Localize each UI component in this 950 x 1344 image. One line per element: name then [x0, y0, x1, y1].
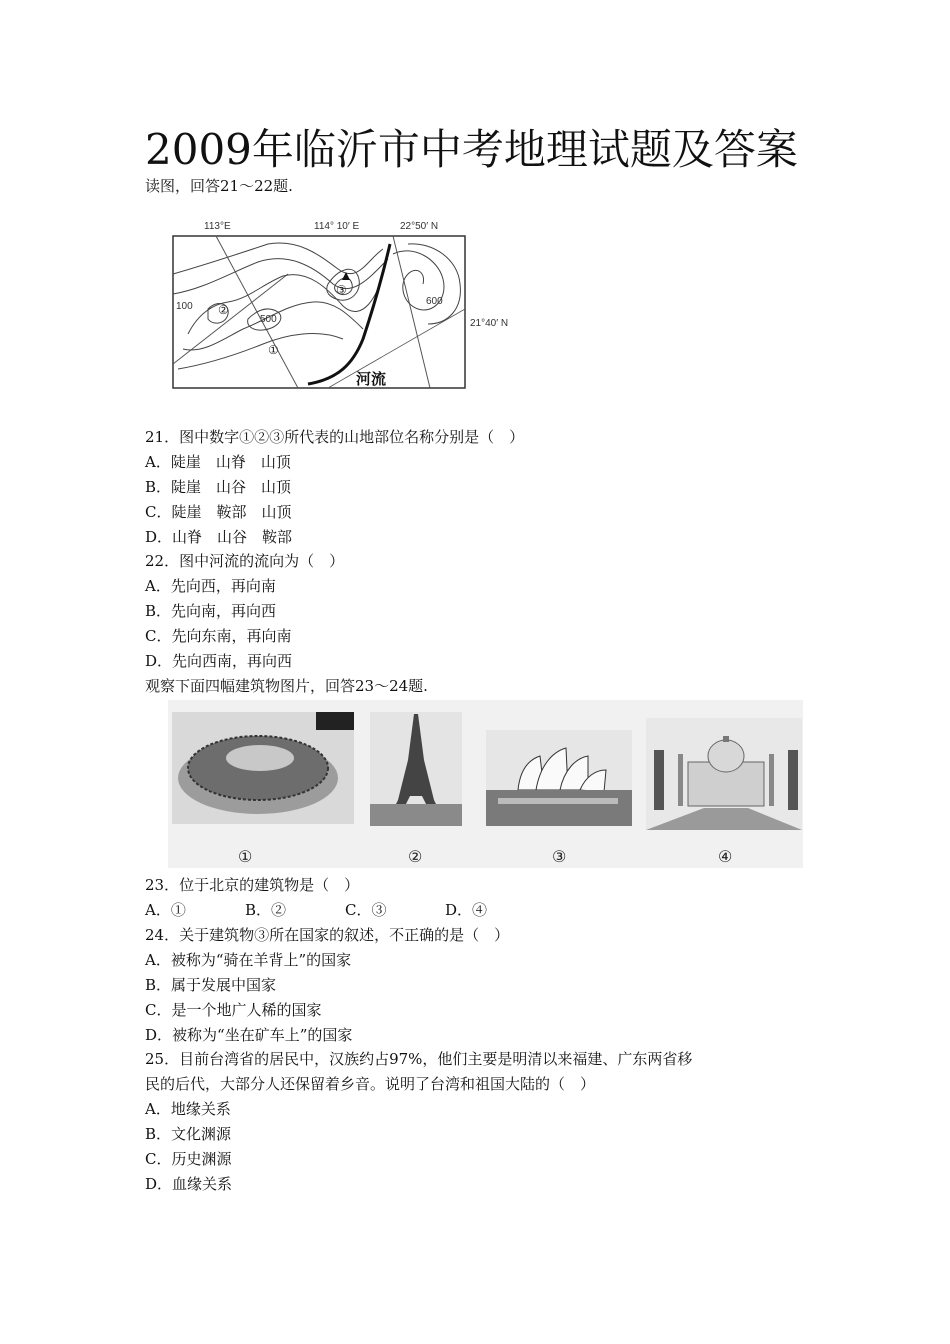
q25-stem-line-2: 民的后代，大部分人还保留着乡音。说明了台湾和祖国大陆的（ ） [145, 1075, 596, 1093]
photo-label-3: ③ [552, 847, 567, 866]
map-lon-label-2: 114° 10′ E [314, 221, 360, 232]
q22-option-b: B．先向南，再向西 [145, 602, 277, 620]
intro-text-1: 读图，回答21～22题. [145, 177, 293, 195]
q22-stem: 22．图中河流的流向为（ ） [145, 552, 345, 570]
q24-option-a: A．被称为“骑在羊背上”的国家 [145, 951, 352, 969]
map-lat-label-1: 22°50′ N [400, 221, 439, 232]
river-line [308, 244, 390, 384]
contour-line [178, 334, 343, 369]
map-marker-3: ③ [336, 283, 347, 297]
q23-options [145, 900, 545, 920]
photo-label-1: ① [238, 847, 253, 866]
q24-option-d: D．被称为“坐在矿车上”的国家 [145, 1026, 353, 1044]
map-marker-2: ② [218, 303, 229, 317]
river-label: 河流 [356, 370, 387, 388]
q25-option-c: C．历史渊源 [145, 1150, 232, 1168]
photo-2-eiffel-tower [370, 712, 462, 826]
q24-option-c: C．是一个地广人稀的国家 [145, 1001, 322, 1019]
q24-option-b: B．属于发展中国家 [145, 976, 277, 994]
q23-stem: 23．位于北京的建筑物是（ ） [145, 876, 360, 894]
q25-option-b: B．文化渊源 [145, 1125, 232, 1143]
photo-1-stadium [172, 712, 354, 824]
intro-text-2: 观察下面四幅建筑物图片，回答23～24题. [145, 677, 428, 695]
photo-label-2: ② [408, 847, 423, 866]
q23-option-c: C．③ [345, 901, 387, 919]
photo-4-taj-mahal [646, 718, 802, 830]
contour-label-600: 600 [426, 296, 443, 307]
map-lat-label-2: 21°40′ N [470, 318, 509, 329]
q22-option-c: C．先向东南，再向南 [145, 627, 292, 645]
photo-label-4: ④ [718, 847, 733, 866]
q25-option-d: D．血缘关系 [145, 1175, 233, 1193]
q25-stem-line-1: 25．目前台湾省的居民中，汉族约占97%，他们主要是明清以来福建、广东两省移 [145, 1050, 693, 1068]
q21-option-b: B．陡崖 山谷 山顶 [145, 478, 292, 496]
photo-3-opera-house [486, 730, 632, 826]
contour-label-500: 500 [260, 314, 277, 325]
map-marker-1: ① [268, 343, 279, 357]
map-grid-line [393, 236, 430, 388]
q23-option-a: A．① [145, 901, 186, 919]
q22-option-a: A．先向西，再向南 [145, 577, 276, 595]
map-grid-line [328, 309, 465, 388]
q23-option-b: B．② [245, 901, 287, 919]
contour-line [408, 244, 460, 324]
page-title: 2009年临沂市中考地理试题及答案 [145, 125, 798, 174]
map-lon-label-1: 113°E [204, 221, 231, 232]
q21-option-c: C．陡崖 鞍部 山顶 [145, 503, 292, 521]
q21-option-d: D．山脊 山谷 鞍部 [145, 528, 293, 546]
q24-stem: 24．关于建筑物③所在国家的叙述，不正确的是（ ） [145, 926, 510, 944]
q21-stem: 21．图中数字①②③所代表的山地部位名称分别是（ ） [145, 428, 525, 446]
building-photos [168, 700, 803, 868]
map-frame [173, 236, 465, 388]
q23-option-d: D．④ [445, 901, 488, 919]
contour-map [168, 214, 530, 396]
q21-option-a: A．陡崖 山脊 山顶 [145, 453, 291, 471]
q22-option-d: D．先向西南，再向西 [145, 652, 293, 670]
q25-option-a: A．地缘关系 [145, 1100, 231, 1118]
contour-label-100: 100 [176, 301, 193, 312]
